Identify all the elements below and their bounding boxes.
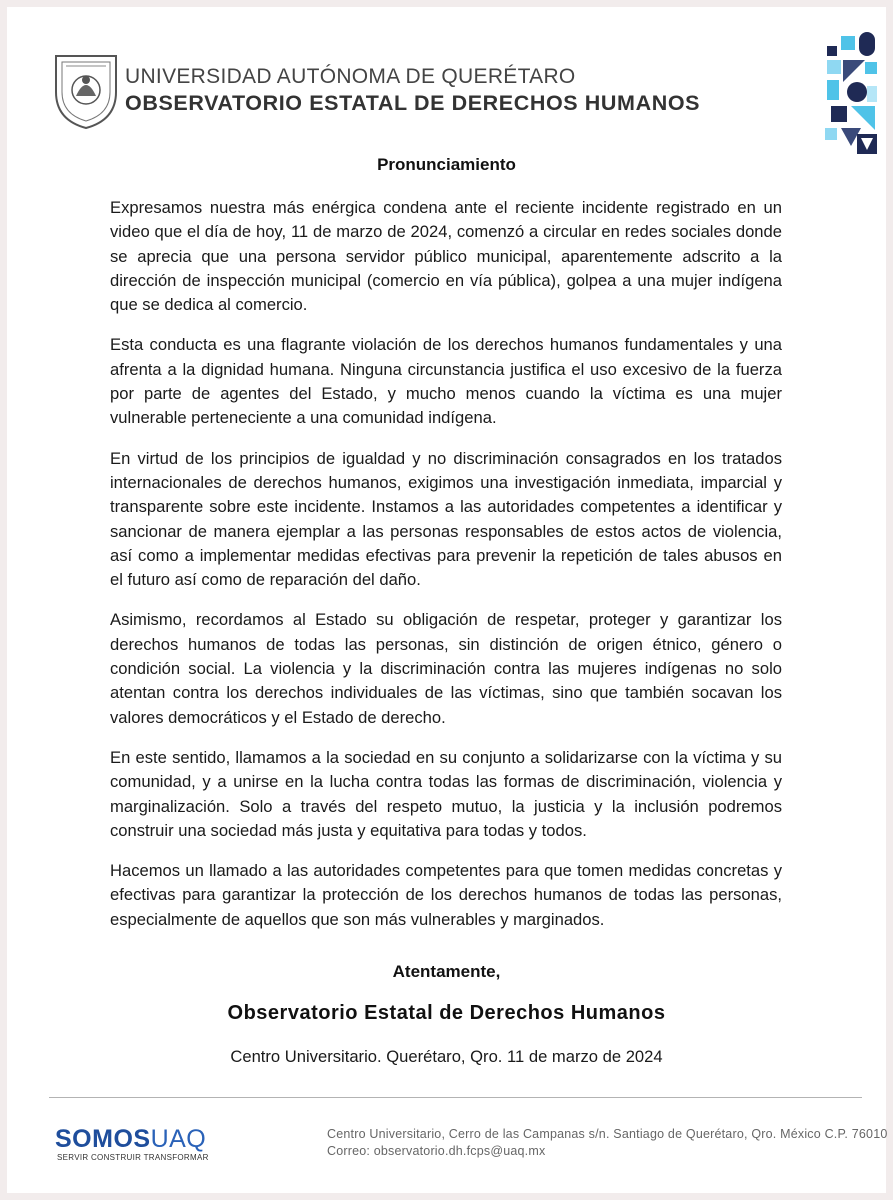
paragraph-5: En este sentido, llamamos a la sociedad en su conjunto a solidarizarse con la víctima y su comunidad, y a unirse en la lucha contra todas las formas de discriminación, violencia y marginalización. Solo a través del respeto mutuo, la justicia y la inclusión podremos construir una sociedad más justa y equitativa para todas y todos.	[110, 747, 782, 840]
university-seal-icon	[52, 50, 120, 130]
document-heading: Pronunciamiento	[377, 155, 516, 174]
somos-uaq-logo	[55, 1125, 209, 1162]
university-name: UNIVERSIDAD AUTÓNOMA DE QUERÉTARO	[125, 65, 576, 88]
paragraph-2: Esta conducta es una flagrante violación de los derechos humanos fundamentales y una afrenta a la dignidad humana. Ninguna circunstancia justifica el uso excesivo de la fuerza por parte de agentes del Estado, y mucho menos cuando la víctima es una mujer vulnerable perteneciente a una comunidad indígena.	[110, 335, 782, 428]
footer-email: Correo: observatorio.dh.fcps@uaq.mx	[327, 1144, 546, 1158]
paragraph-3: En virtud de los principios de igualdad y no discriminación consagrados en los tratados internacionales de derechos humanos, exigimos una investigación inmediata, imparcial y transparente sobre este incidente. Instamos a las autoridades competentes a identificar y sancionar de manera ejemplar a las personas responsables de estos actos de violencia, así como a implementar medidas efectivas para prevenir la repetición de tales abusos en el futuro así como de reparación del daño.	[110, 448, 782, 590]
paragraph-1: Expresamos nuestra más enérgica condena ante el reciente incidente registrado en un video que el día de hoy, 11 de marzo de 2024, comenzó a circular en redes sociales donde se aprecia que una persona servidor público municipal, aparentemente adscrito a la dirección de inspección municipal (comercio en vía pública), golpea a una mujer indígena que se dedica al comercio.	[110, 198, 782, 315]
document-page	[7, 7, 886, 1193]
closing-salutation: Atentamente,	[392, 962, 501, 981]
paragraph-4: Asimismo, recordamos al Estado su obligación de respetar, proteger y garantizar los derechos humanos de todas las personas, sin distinción de origen étnico, género o condición social. La violencia y la discriminación contra las mujeres indígenas no solo atentan contra los derechos individuales de las víctimas, sino que también socavan los valores democráticos y el Estado de derecho.	[110, 610, 782, 727]
observatory-mosaic-logo-icon	[821, 32, 879, 156]
footer-divider	[49, 1097, 862, 1098]
logo-somos-text: SOMOS	[55, 1125, 151, 1153]
paragraph-6: Hacemos un llamado a las autoridades competentes para que tomen medidas concretas y efectivas para garantizar la protección de los derechos humanos de todas las personas, especialmente de aquellos que son más vulnerables y marginados.	[110, 861, 782, 929]
footer-address: Centro Universitario, Cerro de las Campanas s/n. Santiago de Querétaro, Qro. México C.P. 76010	[327, 1127, 888, 1141]
logo-uaq-text: UAQ	[150, 1125, 207, 1153]
footer-contact	[327, 1126, 888, 1160]
logo-tagline: SERVIR CONSTRUIR TRANSFORMAR	[57, 1153, 209, 1162]
observatory-name: OBSERVATORIO ESTATAL DE DERECHOS HUMANOS	[125, 91, 701, 115]
document-body	[110, 196, 782, 948]
place-and-date: Centro Universitario. Querétaro, Qro. 11 de marzo de 2024	[230, 1047, 663, 1066]
signature-organization: Observatorio Estatal de Derechos Humanos	[227, 1002, 666, 1024]
